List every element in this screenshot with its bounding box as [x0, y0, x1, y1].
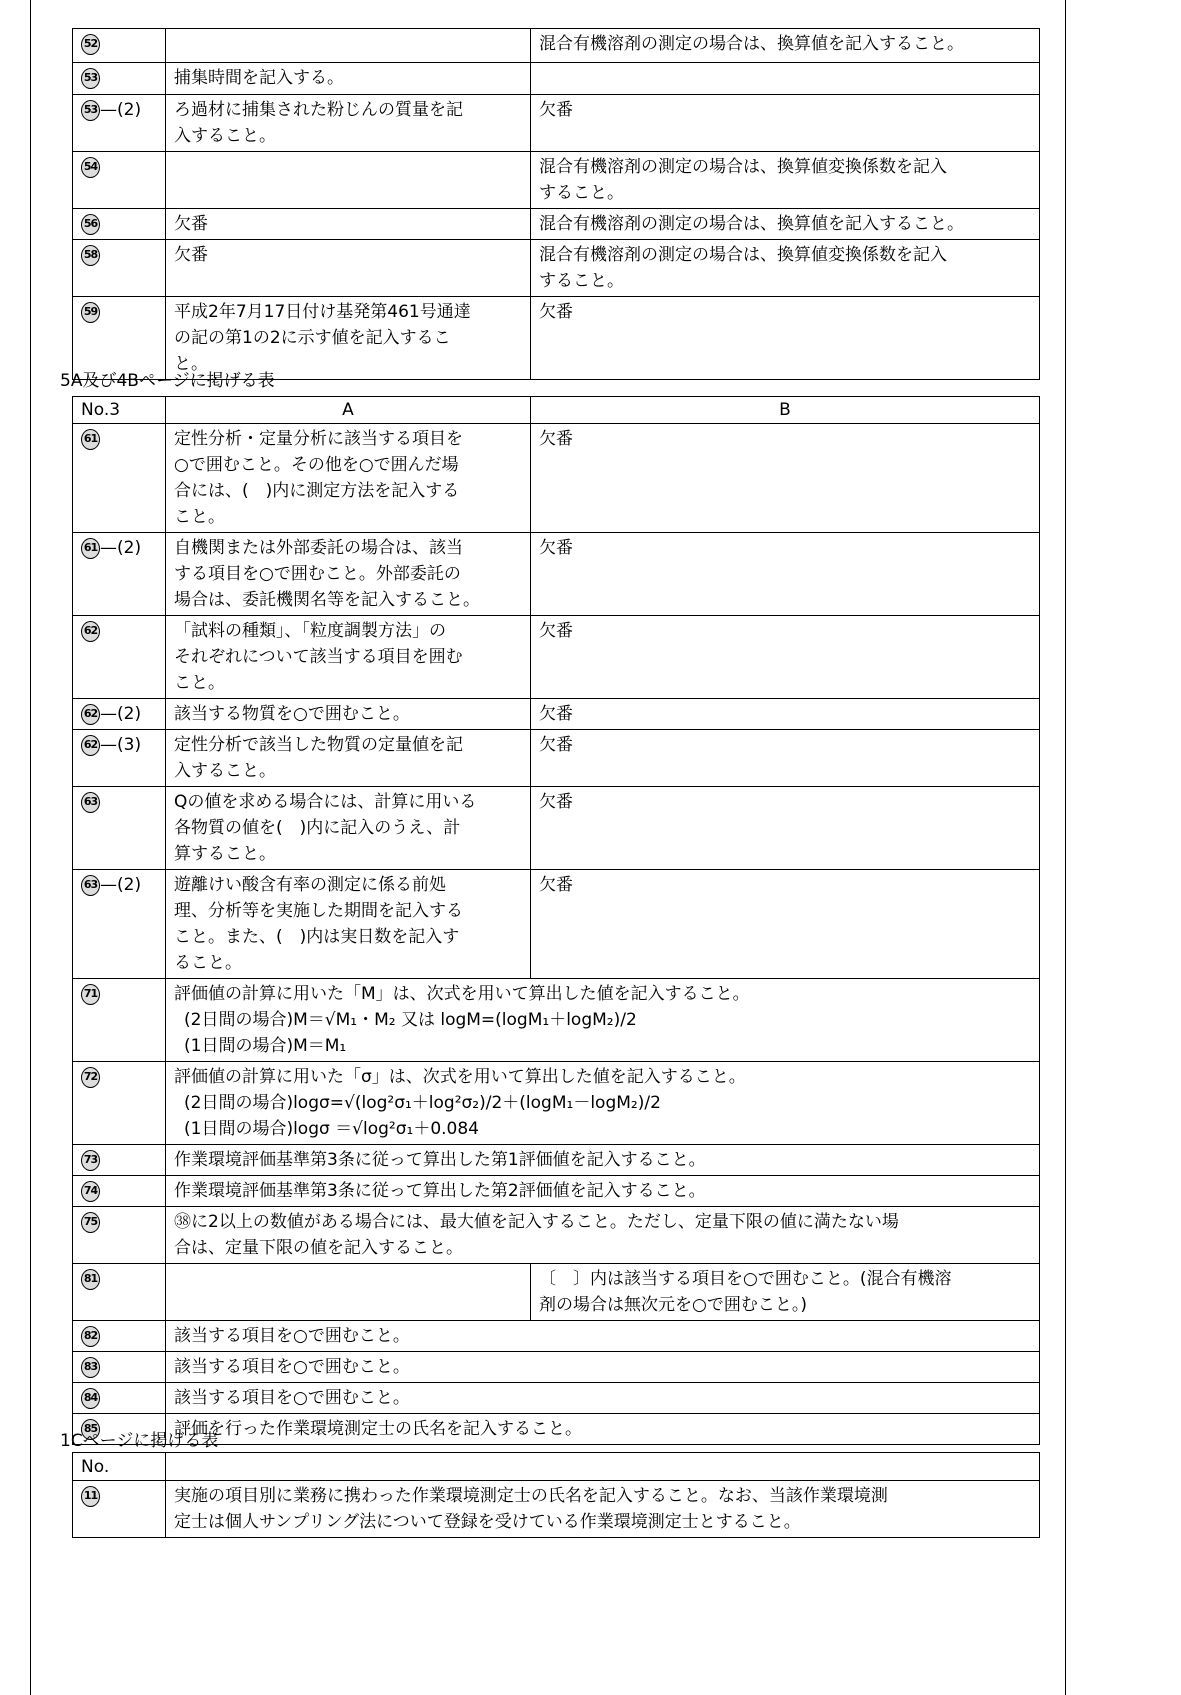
cell-text-line: 欠番: [539, 100, 573, 120]
cell-text-line: 平成2年7月17日付け基発第461号通達: [174, 302, 471, 322]
column-a-cell: [166, 95, 531, 152]
circled-number: 84: [81, 1388, 100, 1409]
table-row: [73, 533, 1040, 616]
item-suffix: —(2): [100, 100, 142, 120]
page-left-border: [30, 0, 31, 1695]
item-number-cell: [73, 209, 166, 240]
cell-text-line: 定性分析・定量分析に該当する項目を: [174, 429, 463, 449]
cell-text-line: 実施の項目別に業務に携わった作業環境測定士の氏名を記入すること。なお、当該作業環境測: [174, 1486, 888, 1506]
cell-text-line: 該当する項目を○で囲むこと。: [174, 1388, 410, 1408]
table-caption-5a-4b: 5A及び4Bページに掲げる表: [60, 371, 275, 391]
description-cell: [166, 979, 1040, 1062]
item-number-cell: [73, 979, 166, 1062]
column-a-cell: [166, 152, 531, 209]
circled-number: 62: [81, 704, 100, 725]
item-number-cell: [73, 29, 166, 63]
cell-text-line: すること。: [539, 183, 624, 203]
table-row: [73, 1383, 1040, 1414]
cell-text-line: 評価を行った作業環境測定士の氏名を記入すること。: [174, 1419, 582, 1439]
cell-text-line: 欠番: [539, 735, 573, 755]
circled-number: 85: [81, 1419, 100, 1440]
cell-text-line: 混合有機溶剤の測定の場合は、換算値変換係数を記入: [539, 157, 947, 177]
column-a-cell: [166, 616, 531, 699]
cell-text-line: 合は、定量下限の値を記入すること。: [174, 1238, 463, 1258]
cell-text-line: 理、分析等を実施した期間を記入する: [174, 901, 463, 921]
table-row: [73, 870, 1040, 979]
column-b-cell: [531, 63, 1040, 95]
cell-text-line: 欠番: [539, 875, 573, 895]
table-row: [73, 1352, 1040, 1383]
table-row: [73, 63, 1040, 95]
circled-number: 82: [81, 1326, 100, 1347]
cell-text-line: 作業環境評価基準第3条に従って算出した第2評価値を記入すること。: [174, 1181, 706, 1201]
table-row: [73, 1145, 1040, 1176]
item-number-cell: [73, 787, 166, 870]
item-number-cell: [73, 1176, 166, 1207]
table-row: [73, 240, 1040, 297]
column-b-cell: [531, 424, 1040, 533]
cell-text-line: する項目を○で囲むこと。外部委託の: [174, 564, 461, 584]
cell-text-line: 欠番: [539, 704, 573, 724]
circled-number: 62: [81, 621, 100, 642]
circled-number: 81: [81, 1269, 100, 1290]
cell-text-line: こと。また、( )内は実日数を記入す: [174, 927, 460, 947]
header-no: No.3: [73, 397, 166, 424]
cell-text-line: 該当する項目を○で囲むこと。: [174, 1357, 410, 1377]
item-number-cell: [73, 152, 166, 209]
column-b-cell: [531, 1264, 1040, 1321]
cell-text-line: こと。: [174, 673, 225, 693]
table-1c: [72, 1452, 1040, 1538]
table-5a-4b: [72, 396, 1040, 1445]
item-number-cell: [73, 699, 166, 730]
column-a-cell: [166, 699, 531, 730]
cell-text-line: 場合は、委託機関名等を記入すること。: [174, 590, 480, 610]
circled-number: 73: [81, 1150, 100, 1171]
cell-text-line: 入すること。: [174, 126, 276, 146]
item-suffix: —(2): [100, 875, 142, 895]
cell-text-line: 混合有機溶剤の測定の場合は、換算値を記入すること。: [539, 34, 964, 54]
cell-text-line: (2日間の場合)logσ=√(log²σ₁＋log²σ₂)/2＋(logM₁－logM₂)/2: [184, 1093, 661, 1113]
circled-number: 71: [81, 984, 100, 1005]
table-row: [73, 29, 1040, 63]
column-b-cell: [531, 616, 1040, 699]
cell-text-line: 合には、( )内に測定方法を記入する: [174, 481, 460, 501]
cell-text-line: と。: [174, 354, 208, 374]
circled-number: 63: [81, 792, 100, 813]
table-caption-1c: 1Cページに掲げる表: [60, 1431, 219, 1451]
header-no: No.: [73, 1453, 166, 1481]
circled-number: 54: [81, 157, 100, 178]
column-a-cell: [166, 533, 531, 616]
cell-text-line: 入すること。: [174, 761, 276, 781]
cell-text-line: 該当する物質を○で囲むこと。: [174, 704, 410, 724]
item-number-cell: [73, 1383, 166, 1414]
cell-text-line: 評価値の計算に用いた「M」は、次式を用いて算出した値を記入すること。: [174, 984, 750, 1004]
cell-text-line: こと。: [174, 507, 225, 527]
cell-text-line: 各物質の値を( )内に記入のうえ、計: [174, 818, 461, 838]
description-cell: [166, 1062, 1040, 1145]
column-b-cell: [531, 787, 1040, 870]
cell-text-line: 欠番: [539, 538, 573, 558]
column-a-cell: [166, 240, 531, 297]
table-row: [73, 1321, 1040, 1352]
description-cell: [166, 1145, 1040, 1176]
circled-number: 53: [81, 100, 100, 121]
table-row: [73, 209, 1040, 240]
column-b-cell: [531, 209, 1040, 240]
page-right-border: [1065, 0, 1066, 1695]
cell-text-line: それぞれについて該当する項目を囲む: [174, 647, 463, 667]
column-b-cell: [531, 297, 1040, 380]
header-a: A: [166, 397, 531, 424]
cell-text-line: ㊳に2以上の数値がある場合には、最大値を記入すること。ただし、定量下限の値に満たない場: [174, 1212, 899, 1232]
cell-text-line: 自機関または外部委託の場合は、該当: [174, 538, 463, 558]
item-number-cell: [73, 616, 166, 699]
table-header-row: [73, 397, 1040, 424]
table-row: [73, 1207, 1040, 1264]
cell-text-line: (1日間の場合)logσ ＝√log²σ₁＋0.084: [184, 1119, 479, 1139]
column-a-cell: [166, 1264, 531, 1321]
item-suffix: —(3): [100, 735, 142, 755]
table-row: [73, 787, 1040, 870]
cell-text-line: ろ過材に捕集された粉じんの質量を記: [174, 100, 463, 120]
description-cell: [166, 1383, 1040, 1414]
item-number-cell: [73, 63, 166, 95]
header-b: B: [531, 397, 1040, 424]
cell-text-line: 欠番: [539, 429, 573, 449]
column-b-cell: [531, 152, 1040, 209]
circled-number: 62: [81, 735, 100, 756]
table-row: [73, 699, 1040, 730]
cell-text-line: 該当する項目を○で囲むこと。: [174, 1326, 410, 1346]
description-cell: [166, 1207, 1040, 1264]
table-row: [73, 616, 1040, 699]
cell-text-line: の記の第1の2に示す値を記入するこ: [174, 328, 451, 348]
column-b-cell: [531, 870, 1040, 979]
table-continued: [72, 28, 1040, 380]
cell-text-line: 「試料の種類」、「粒度調製方法」の: [174, 621, 446, 641]
column-a-cell: [166, 787, 531, 870]
cell-text-line: 評価値の計算に用いた「σ」は、次式を用いて算出した値を記入すること。: [174, 1067, 746, 1087]
cell-text-line: ○で囲むこと。その他を○で囲んだ場: [174, 455, 459, 475]
circled-number: 61: [81, 429, 100, 450]
item-number-cell: [73, 1145, 166, 1176]
item-suffix: —(2): [100, 704, 142, 724]
item-number-cell: [73, 1321, 166, 1352]
cell-text-line: 捕集時間を記入する。: [174, 68, 344, 88]
column-b-cell: [531, 29, 1040, 63]
column-a-cell: [166, 297, 531, 380]
table-row: [73, 1062, 1040, 1145]
circled-number: 63: [81, 875, 100, 896]
circled-number: 75: [81, 1212, 100, 1233]
cell-text-line: 剤の場合は無次元を○で囲むこと。): [539, 1295, 807, 1315]
cell-text-line: 算すること。: [174, 844, 276, 864]
table-row: [73, 152, 1040, 209]
cell-text-line: ること。: [174, 953, 242, 973]
item-number-cell: [73, 1264, 166, 1321]
column-a-cell: [166, 424, 531, 533]
item-number-cell: [73, 870, 166, 979]
description-cell: [166, 1481, 1040, 1538]
column-b-cell: [531, 730, 1040, 787]
cell-text-line: 定性分析で該当した物質の定量値を記: [174, 735, 463, 755]
circled-number: 53: [81, 68, 100, 89]
cell-text-line: 混合有機溶剤の測定の場合は、換算値を記入すること。: [539, 214, 964, 234]
table-row: [73, 424, 1040, 533]
item-number-cell: [73, 424, 166, 533]
cell-text-line: 欠番: [174, 214, 208, 234]
cell-text-line: 遊離けい酸含有率の測定に係る前処: [174, 875, 446, 895]
description-cell: [166, 1352, 1040, 1383]
table-row: [73, 1264, 1040, 1321]
item-number-cell: [73, 1352, 166, 1383]
circled-number: 52: [81, 34, 100, 55]
column-b-cell: [531, 240, 1040, 297]
item-number-cell: [73, 240, 166, 297]
column-a-cell: [166, 209, 531, 240]
table-header-row: [73, 1453, 1040, 1481]
description-cell: [166, 1414, 1040, 1445]
column-a-cell: [166, 870, 531, 979]
header-blank: [166, 1453, 1040, 1481]
item-suffix: —(2): [100, 538, 142, 558]
item-number-cell: [73, 1207, 166, 1264]
item-number-cell: [73, 1062, 166, 1145]
cell-text-line: Qの値を求める場合には、計算に用いる: [174, 792, 477, 812]
cell-text-line: 作業環境評価基準第3条に従って算出した第1評価値を記入すること。: [174, 1150, 706, 1170]
cell-text-line: 欠番: [174, 245, 208, 265]
description-cell: [166, 1321, 1040, 1352]
table-row: [73, 979, 1040, 1062]
item-number-cell: [73, 95, 166, 152]
circled-number: 59: [81, 302, 100, 323]
cell-text-line: (1日間の場合)M＝M₁: [184, 1036, 347, 1056]
column-a-cell: [166, 29, 531, 63]
item-number-cell: [73, 533, 166, 616]
column-a-cell: [166, 730, 531, 787]
table-row: [73, 95, 1040, 152]
table-row: [73, 1176, 1040, 1207]
item-number-cell: [73, 297, 166, 380]
cell-text-line: 定士は個人サンプリング法について登録を受けている作業環境測定士とすること。: [174, 1512, 801, 1532]
item-number-cell: [73, 730, 166, 787]
circled-number: 74: [81, 1181, 100, 1202]
circled-number: 72: [81, 1067, 100, 1088]
column-b-cell: [531, 533, 1040, 616]
cell-text-line: 欠番: [539, 792, 573, 812]
circled-number: 61: [81, 538, 100, 559]
circled-number: 83: [81, 1357, 100, 1378]
cell-text-line: すること。: [539, 271, 624, 291]
column-b-cell: [531, 95, 1040, 152]
table-row: [73, 297, 1040, 380]
circled-number: 58: [81, 245, 100, 266]
cell-text-line: 混合有機溶剤の測定の場合は、換算値変換係数を記入: [539, 245, 947, 265]
column-b-cell: [531, 699, 1040, 730]
column-a-cell: [166, 63, 531, 95]
circled-number: 56: [81, 214, 100, 235]
circled-number: 11: [81, 1486, 100, 1507]
item-number-cell: [73, 1481, 166, 1538]
table-row: [73, 1481, 1040, 1538]
cell-text-line: 欠番: [539, 302, 573, 322]
cell-text-line: (2日間の場合)M＝√M₁・M₂ 又は logM=(logM₁＋logM₂)/2: [184, 1010, 637, 1030]
description-cell: [166, 1176, 1040, 1207]
table-row: [73, 730, 1040, 787]
cell-text-line: 欠番: [539, 621, 573, 641]
cell-text-line: 〔 〕内は該当する項目を○で囲むこと。(混合有機溶: [539, 1269, 952, 1289]
